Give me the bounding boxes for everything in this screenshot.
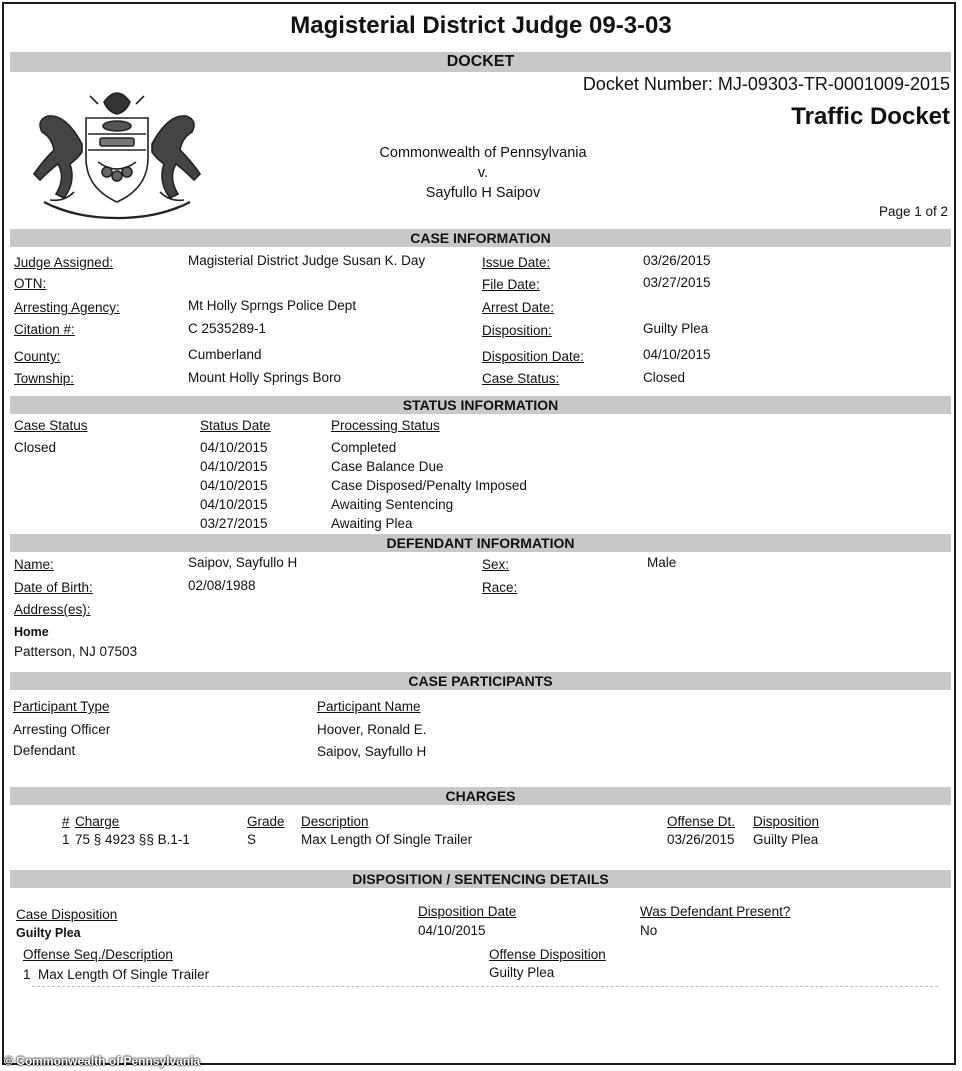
charges-col-charge: Charge <box>75 814 120 829</box>
disposition-value: Guilty Plea <box>643 321 709 336</box>
court-title: Magisterial District Judge 09-3-03 <box>290 12 672 39</box>
citation-label: Citation #: <box>14 322 75 337</box>
case-defendant: Sayfullo H Saipov <box>425 185 541 201</box>
copyright-watermark: © Commonwealth of Pennsylvania <box>4 1054 201 1068</box>
case-status-value: Closed <box>643 370 686 385</box>
case-plaintiff: Commonwealth of Pennsylvania <box>379 145 587 161</box>
participant-name: Saipov, Sayfullo H <box>317 744 427 759</box>
arrest-date-label: Arrest Date: <box>482 300 555 315</box>
page-number: Page 1 of 2 <box>878 204 948 219</box>
docket-type: Traffic Docket <box>791 103 950 130</box>
defendant-name-label: Name: <box>14 557 54 572</box>
charge-disposition: Guilty Plea <box>753 832 819 847</box>
arresting-agency-value: Mt Holly Sprngs Police Dept <box>188 298 357 313</box>
defendant-present-label: Was Defendant Present? <box>640 904 791 919</box>
status-row-status: Completed <box>331 440 397 455</box>
charge-description: Max Length Of Single Trailer <box>301 832 473 847</box>
issue-date-label: Issue Date: <box>482 255 551 270</box>
status-information-heading: STATUS INFORMATION <box>10 396 951 414</box>
status-col-case-status: Case Status <box>14 418 88 433</box>
file-date-label: File Date: <box>482 277 540 292</box>
status-col-processing: Processing Status <box>331 418 440 433</box>
charge-grade: S <box>247 832 257 847</box>
county-value: Cumberland <box>188 347 262 362</box>
case-status-label: Case Status: <box>482 371 560 386</box>
participant-col-type: Participant Type <box>13 699 110 714</box>
sentencing-disp-date-label: Disposition Date <box>418 904 517 919</box>
status-row-date: 03/27/2015 <box>200 516 268 531</box>
status-row-date: 04/10/2015 <box>200 497 268 512</box>
county-label: County: <box>14 349 61 364</box>
docket-heading-bar: DOCKET <box>10 52 951 72</box>
dob-label: Date of Birth: <box>14 580 93 595</box>
case-information-heading: CASE INFORMATION <box>10 229 951 247</box>
case-participants-heading: CASE PARTICIPANTS <box>10 672 951 690</box>
participant-name: Hoover, Ronald E. <box>317 722 427 737</box>
case-disposition-value: Guilty Plea <box>16 926 81 940</box>
status-row-date: 04/10/2015 <box>200 459 268 474</box>
file-date-value: 03/27/2015 <box>643 275 711 290</box>
offense-disposition-label: Offense Disposition <box>489 947 606 962</box>
charge-offense-date: 03/26/2015 <box>667 832 735 847</box>
disposition-date-label: Disposition Date: <box>482 349 585 364</box>
offense-seq-value: 1 Max Length Of Single Trailer <box>23 967 210 982</box>
case-disposition-label: Case Disposition <box>16 907 118 922</box>
status-row-status: Case Balance Due <box>331 459 444 474</box>
dob-value: 02/08/1988 <box>188 578 256 593</box>
arresting-agency-label: Arresting Agency: <box>14 300 120 315</box>
status-row-date: 04/10/2015 <box>200 440 268 455</box>
docket-number: Docket Number: MJ-09303-TR-0001009-2015 <box>582 74 950 94</box>
otn-label: OTN: <box>14 276 47 291</box>
status-row-status: Awaiting Sentencing <box>331 497 454 512</box>
participant-type: Defendant <box>13 743 76 758</box>
status-row-status: Awaiting Plea <box>331 516 413 531</box>
offense-seq-label: Offense Seq./Description <box>23 947 173 962</box>
status-row-date: 04/10/2015 <box>200 478 268 493</box>
judge-assigned-value: Magisterial District Judge Susan K. Day <box>188 253 426 268</box>
sex-value: Male <box>647 555 677 570</box>
disposition-label: Disposition: <box>482 323 552 338</box>
defendant-information-heading: DEFENDANT INFORMATION <box>10 534 951 552</box>
charges-heading: CHARGES <box>10 787 951 805</box>
charges-col-grade: Grade <box>247 814 285 829</box>
status-col-status-date: Status Date <box>200 418 271 433</box>
address-value: Patterson, NJ 07503 <box>14 644 138 659</box>
charges-col-offense-dt: Offense Dt. <box>667 814 736 829</box>
participant-col-name: Participant Name <box>317 699 421 714</box>
section-divider <box>32 986 938 987</box>
sentencing-heading: DISPOSITION / SENTENCING DETAILS <box>10 870 951 888</box>
charge-num: 1 <box>62 832 70 847</box>
charges-col-description: Description <box>301 814 369 829</box>
charges-col-disposition: Disposition <box>753 814 820 829</box>
offense-disposition-value: Guilty Plea <box>489 965 555 980</box>
race-label: Race: <box>482 580 518 595</box>
sentencing-disp-date-value: 04/10/2015 <box>418 923 486 938</box>
sex-label: Sex: <box>482 557 510 572</box>
disposition-date-value: 04/10/2015 <box>643 347 711 362</box>
address-type: Home <box>14 625 49 639</box>
township-value: Mount Holly Springs Boro <box>188 370 342 385</box>
participant-type: Arresting Officer <box>13 722 111 737</box>
citation-value: C 2535289-1 <box>188 321 267 336</box>
status-row-status: Case Disposed/Penalty Imposed <box>331 478 527 493</box>
defendant-present-value: No <box>640 923 658 938</box>
charges-col-num: # <box>62 814 70 829</box>
status-case-status-value: Closed <box>14 440 57 455</box>
case-versus: v. <box>477 165 489 181</box>
judge-assigned-label: Judge Assigned: <box>14 255 114 270</box>
issue-date-value: 03/26/2015 <box>643 253 711 268</box>
township-label: Township: <box>14 371 75 386</box>
defendant-name-value: Saipov, Sayfullo H <box>188 555 298 570</box>
charge-statute: 75 § 4923 §§ B.1-1 <box>75 832 190 847</box>
address-label: Address(es): <box>14 602 91 617</box>
